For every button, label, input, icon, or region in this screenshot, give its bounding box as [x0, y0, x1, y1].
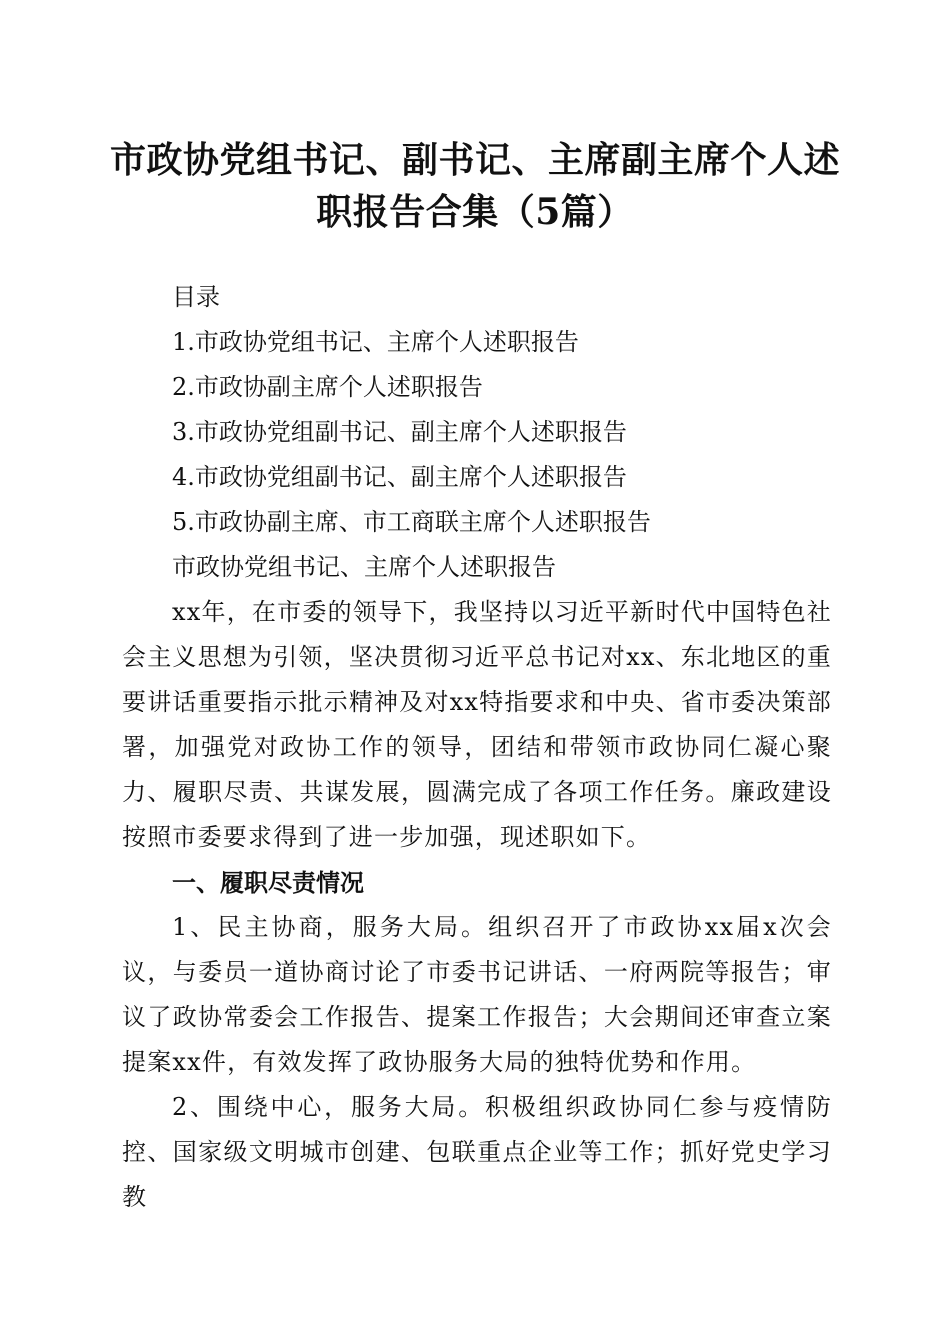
- title-line-1: 市政协党组书记、副书记、主席副主席个人述: [110, 139, 841, 181]
- intro-paragraph: xx年，在市委的领导下，我坚持以习近平新时代中国特色社会主义思想为引领，坚决贯彻习近平总书记对xx、东北地区的重要讲话重要指示批示精神及对xx特指要求和中央、省市委决策部署，加强党对政协工作的领导，团结和带领市政协同仁凝心聚力、履职尽责、共谋发展，圆满完成了各项工作任务。廉政建设按照市委要求得到了进一步加强，现述职如下。: [122, 598, 832, 851]
- section-title: 市政协党组书记、主席个人述职报告: [172, 553, 556, 581]
- heading-1: 一、履职尽责情况: [172, 868, 364, 897]
- toc-item-2: 2.市政协副主席个人述职报告: [172, 373, 483, 401]
- document-body: [122, 275, 832, 1220]
- title-line-2: 职报告合集（5篇）: [316, 191, 634, 233]
- toc-item-3: 3.市政协党组副书记、副主席个人述职报告: [172, 418, 627, 446]
- document-title: [110, 134, 840, 238]
- toc-item-5: 5.市政协副主席、市工商联主席个人述职报告: [172, 508, 651, 536]
- paragraph-2: 2、围绕中心，服务大局。积极组织政协同仁参与疫情防控、国家级文明城市创建、包联重点企业等工作；抓好党史学习教: [122, 1093, 832, 1211]
- toc-label: 目录: [172, 283, 220, 311]
- toc-item-4: 4.市政协党组副书记、副主席个人述职报告: [172, 463, 627, 491]
- paragraph-1: 1、民主协商，服务大局。组织召开了市政协xx届x次会议，与委员一道协商讨论了市委书记讲话、一府两院等报告；审议了政协常委会工作报告、提案工作报告；大会期间还审查立案提案xx件，有效发挥了政协服务大局的独特优势和作用。: [122, 913, 832, 1076]
- toc-item-1: 1.市政协党组书记、主席个人述职报告: [172, 328, 579, 356]
